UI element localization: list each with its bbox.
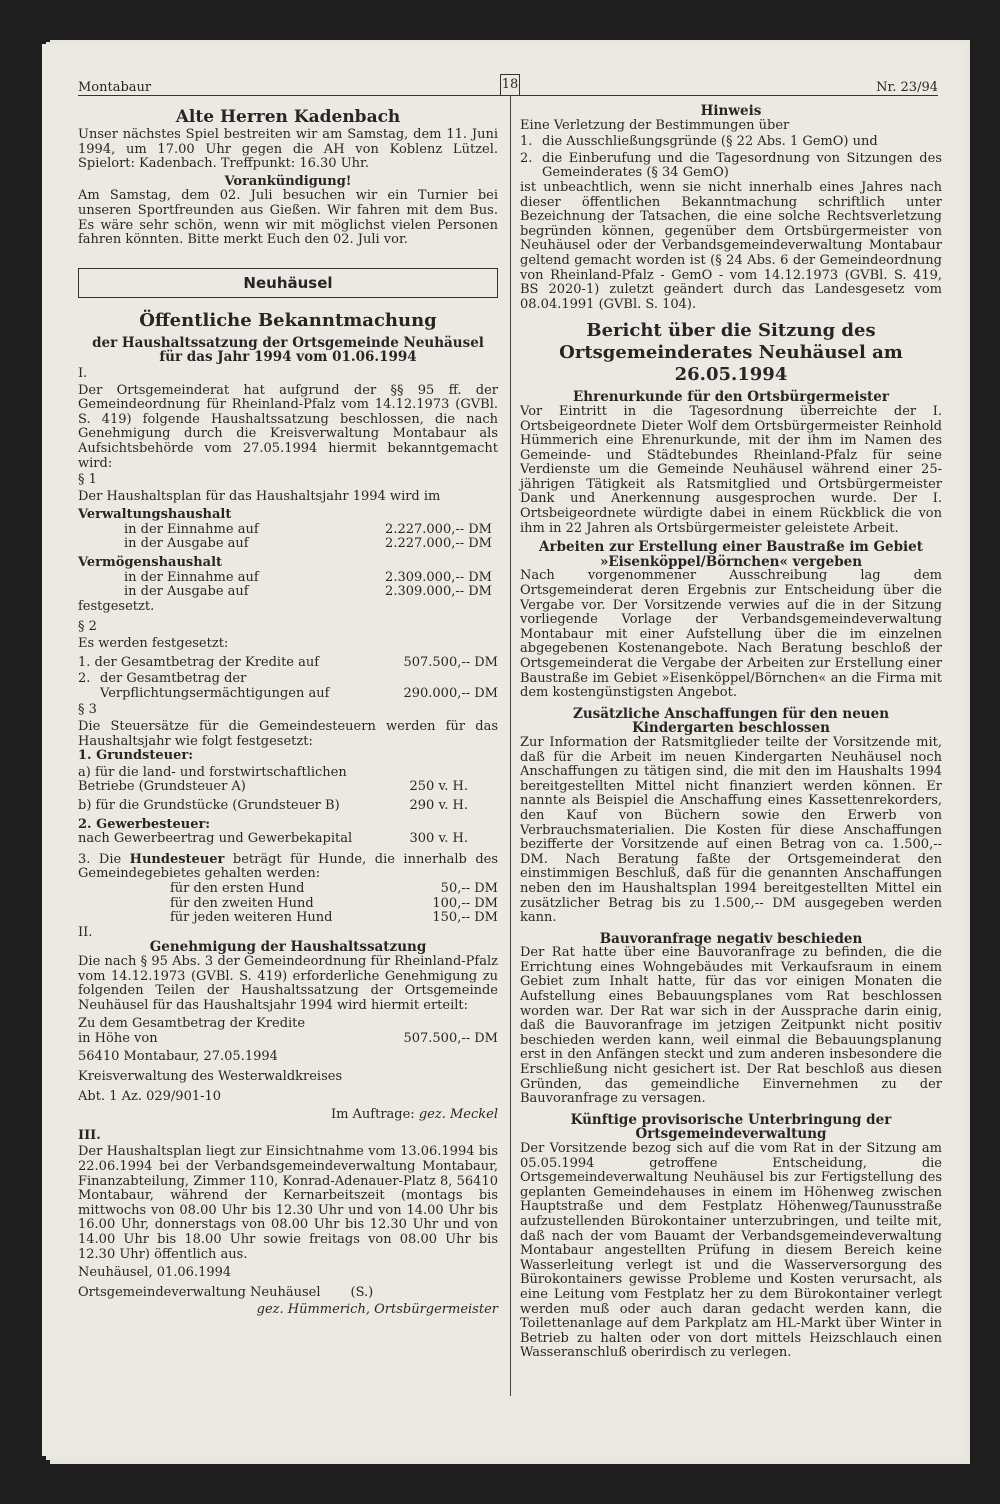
neuhaeusel-banner: Neuhäusel	[78, 268, 498, 298]
kredit-row: in Höhe von 507.500,-- DM	[78, 1030, 498, 1046]
bericht-section-4-heading: Bauvoranfrage negativ beschieden	[599, 930, 863, 947]
genehmigung-heading: Genehmigung der Haushaltssatzung	[149, 939, 427, 956]
newspaper-page	[42, 44, 964, 1456]
approval-place-date: 56410 Montabaur, 27.05.1994	[78, 1049, 278, 1065]
commitment-row: 2. der Gesamtbetrag der Verpflichtungsermächtigungen auf 290.000,-- DM	[78, 671, 498, 701]
dog-row-3: für jeden weiteren Hund 150,-- DM	[170, 910, 498, 926]
header-town: Montabaur	[78, 80, 152, 95]
left-column	[78, 106, 498, 1318]
vw-row-income: in der Einnahme auf 2.227.000,-- DM	[124, 521, 492, 537]
bericht-title-2: Ortsgemeinderates Neuhäusel am 26.05.1994	[559, 342, 903, 386]
gewerbesteuer-heading: 2. Gewerbesteuer:	[78, 816, 211, 832]
grundsteuer-heading: 1. Grundsteuer:	[78, 748, 194, 764]
kredit-label: Zu dem Gesamtbetrag der Kredite	[78, 1016, 306, 1032]
notice-subtitle-1: der Haushaltssatzung der Ortsgemeinde Neuhäusel	[92, 334, 484, 351]
dog-row-2: für den zweiten Hund 100,-- DM	[170, 895, 498, 911]
vm-row-income: in der Einnahme auf 2.309.000,-- DM	[124, 569, 492, 585]
genehmigung-text: Die nach § 95 Abs. 3 der Gemeindeordnung für Rheinland-Pfalz vom 14.12.1973 (GVBl. S. 419) erforderliche Genehmigung zu folgenden Teilen der Haushaltssatzung der Ortsgemeinde Neuhäusel für das Haushaltsjahr 1994 wird hiermit erteilt:	[78, 953, 498, 1013]
bericht-section-4-text: Der Rat hatte über eine Bauvoranfrage zu befinden, die die Errichtung eines Wohngebäudes mit Verkaufsraum in einem Gebiet zum Inhalt hatte, für das vor einigen Monaten die Aufstellung eines Bebauungsplanes vom Rat beschlossen worden war. Der Rat war sich in der Aussprache darin einig, daß die Bauvoranfrage im jetzigen Zeitpunkt nicht positiv beschieden werden kann, weil einmal die Bebauungsplanung erst in den Anfängen steckt und zum anderen insbesondere die Erschließung nicht gesichert ist. Der Rat beschloß aus diesen Gründen, das gemeindliche Einvernehmen zu der Bauvoranfrage zu versagen.	[520, 945, 942, 1107]
hinweis-item-1: 1. die Ausschließungsgründe (§ 22 Abs. 1 GemO) und	[520, 134, 878, 150]
page-header	[78, 74, 938, 96]
roman-numeral-1: I.	[78, 365, 88, 381]
hinweis-heading: Hinweis	[700, 103, 762, 119]
section-2-text: Es werden festgesetzt:	[78, 636, 229, 652]
page-number: 18	[500, 74, 520, 96]
right-column	[520, 104, 942, 1361]
vermoegenshaushalt-heading: Vermögenshaushalt	[78, 555, 223, 571]
hinweis-item-2: 2. die Einberufung und die Tagesordnung von Sitzungen des Gemeinderates (§ 34 GemO)	[520, 150, 942, 181]
section-2-heading: § 2	[78, 619, 97, 635]
roman-numeral-2: II.	[78, 924, 93, 940]
club-paragraph-2: Am Samstag, dem 02. Juli besuchen wir ein Turnier bei unseren Sportfreunden aus Gießen. Wir fahren mit dem Bus. Es wäre sehr schön, wenn wir mit möglichst vielen Personen fahren könnten. Bitte merkt Euch den 02. Juli vor.	[78, 188, 498, 248]
notice-subtitle-2: für das Jahr 1994 vom 01.06.1994	[159, 349, 417, 366]
vw-row-expense: in der Ausgabe auf 2.227.000,-- DM	[124, 536, 492, 552]
header-rule	[78, 95, 938, 96]
hinweis-body: ist unbeachtlich, wenn sie nicht innerhalb eines Jahres nach dieser öffentlichen Bekanntmachung schriftlich unter Bezeichnung der Tatsachen, die eine solche Rechtsverletzung begründen können, gegenüber dem Ortsbürgermeister von Neuhäusel oder der Verbandsgemeindeverwaltung Montabaur geltend gemacht worden ist (§ 24 Abs. 6 der Gemeindeordnung von Rheinland-Pfalz - GemO - vom 14.12.1973 (GVBl. S. 419, BS 2020-1) zuletzt geändert durch das Landesgesetz vom 08.04.1991 (GVBl. S. 104).	[520, 179, 942, 312]
bericht-section-5-text: Der Vorsitzende bezog sich auf die vom Rat in der Sitzung am 05.05.1994 getroffene Entscheidung, die Ortsgemeindeverwaltung Neuhäusel bis zur Fertigstellung des geplanten Gemeindehauses in einem im Höhenweg zwischen Hauptstraße und dem Festplatz Höhenweg/Taunusstraße aufzustellenden Bürokontainer unterzubringen, und teilte mit, daß nach der vom Bauamt der Verbandsgemeindeverwaltung Montabaur angestellten Prüfung in diesem Bereich keine Wasserleitung verlegt ist und die Wasserversorgung des Bürokontainers gewisse Probleme und Kosten verursacht, als eine Leitung vom Festplatz her zu dem Bürokontainer verlegt werden muß oder auch daran gedacht werden kann, die Toilettenanlage auf dem Parkplatz am HL-Markt über Winter in Betrieb zu halten oder von dort mittels Heizschlauch einen Wasseranschluß oberirdisch zu verlegen.	[520, 1141, 942, 1361]
gewerbesteuer-row: nach Gewerbeertrag und Gewerbekapital 300 v. H.	[78, 831, 468, 847]
roman-numeral-3: III.	[78, 1127, 101, 1143]
section-1-text: Der Haushaltsplan für das Haushaltsjahr 1994 wird im	[78, 488, 441, 504]
bericht-section-1-heading: Ehrenurkunde für den Ortsbürgermeister	[573, 389, 889, 406]
column-divider	[510, 96, 511, 1396]
grundsteuer-b-row: b) für die Grundstücke (Grundsteuer B) 290 v. H.	[78, 797, 468, 813]
verwaltungshaushalt-heading: Verwaltungshaushalt	[78, 507, 232, 523]
hundesteuer-text: 3. Die Hundesteuer beträgt für Hunde, die innerhalb des Gemeindegebietes gehalten werden:	[78, 851, 498, 882]
section-3-text: Die Steuersätze für die Gemeindesteuern werden für das Haushaltsjahr wie folgt festgesetzt:	[78, 719, 498, 749]
approval-reference: Abt. 1 Az. 029/901-10	[78, 1088, 222, 1104]
approval-authority: Kreisverwaltung des Westerwaldkreises	[78, 1069, 343, 1085]
festgesetzt-text: festgesetzt.	[78, 598, 155, 614]
notice-title: Öffentliche Bekanntmachung	[139, 309, 437, 331]
closing-signature: gez. Hümmerich, Ortsbürgermeister	[256, 1302, 498, 1318]
grundsteuer-a-row: a) für die land- und forstwirtschaftlichen Betriebe (Grundsteuer A) 250 v. H.	[78, 764, 468, 795]
closing-date: Neuhäusel, 01.06.1994	[78, 1265, 232, 1281]
bericht-section-1-text: Vor Eintritt in die Tagesordnung überreichte der I. Ortsbeigeordnete Dieter Wolf dem Ortsbürgermeister Reinhold Hümmerich eine Ehrenurkunde, mit der ihm im Namen des Gemeinde- und Städtebundes Rheinland-Pfalz für seine Verdienste um die Gemeinde Neuhäusel während einer 25-jährigen Tätigkeit als Ratsmitglied und Ortsbürgermeister Dank und Anerkennung ausgesprochen wurde. Der I. Ortsbeigeordnete würdigte dabei in einem Rückblick die von ihm in 22 Jahren als Ortsbürgermeister geleistete Arbeit.	[520, 403, 942, 536]
bericht-title-1: Bericht über die Sitzung des	[586, 320, 876, 342]
bericht-section-3-heading: Zusätzliche Anschaffungen für den neuen Kindergarten beschlossen	[572, 705, 890, 737]
approval-signature: Im Auftrage: gez. Meckel	[330, 1107, 498, 1123]
bericht-section-2-text: Nach vorgenommener Ausschreibung lag dem Ortsgemeinderat deren Ergebnis zur Entscheidung über die Vergabe vor. Der Vorsitzende verwies auf die in der Sitzung vorliegende Vorlage der Verbandsgemeindeverwaltung Montabaur mit einer Aufstellung über die im einzelnen abgegebenen Kostenangebote. Nach Beratung beschloß der Ortsgemeinderat die Vergabe der Arbeiten zur Erstellung einer Baustraße im Gebiet »Eisenköppel/Börnchen« an die Firma mit dem kostengünstigsten Angebot.	[520, 568, 942, 701]
notice-intro: Der Ortsgemeinderat hat aufgrund der §§ 95 ff. der Gemeindeordnung für Rheinland-Pfalz vom 14.12.1973 (GVBl. S. 419) folgende Haushaltssatzung beschlossen, die nach Genehmigung durch die Kreisverwaltung Montabaur als Aufsichtsbehörde vom 27.05.1994 hiermit bekanntgemacht wird:	[78, 382, 498, 471]
club-paragraph-1: Unser nächstes Spiel bestreiten wir am Samstag, dem 11. Juni 1994, um 17.00 Uhr gegen die AH von Koblenz Lützel. Spielort: Kadenbach. Treffpunkt: 16.30 Uhr.	[78, 127, 498, 172]
bericht-section-3-text: Zur Information der Ratsmitglieder teilte der Vorsitzende mit, daß für die Arbeit im neuen Kindergarten Neuhäusel noch Anschaffungen zu tätigen sind, die mit den im Haushalts 1994 bereitgestellten Mittel nicht finanziert werden können. Er nannte als Beispiel die Anschaffung eines Kassettenrekorders, den Kauf von Büchern sowie den Erwerb von Verbrauchsmaterialien. Die Kosten für diese Anschaffungen bezifferte der Vorsitzende auf einen Betrag von ca. 1.500,-- DM. Nach Beratung faßte der Ortsgemeinderat den einstimmigen Beschluß, daß für die genannten Anschaffungen neben den im Haushaltsplan 1994 bereitgestellten Mittel ein zusätzlicher Betrag bis zu 1.500,-- DM ausgegeben werden kann.	[520, 734, 942, 926]
credit-total-row: 1. der Gesamtbetrag der Kredite auf 507.500,-- DM	[78, 654, 498, 670]
dog-row-1: für den ersten Hund 50,-- DM	[170, 880, 498, 896]
issue-number: Nr. 23/94	[876, 80, 938, 95]
club-subheading: Vorankündigung!	[224, 173, 352, 189]
bericht-section-2-heading: Arbeiten zur Erstellung einer Baustraße im Gebiet »Eisenköppel/Börnchen« vergeben	[538, 539, 923, 570]
hinweis-text: Eine Verletzung der Bestimmungen über	[520, 117, 790, 133]
closing-org: Ortsgemeindeverwaltung Neuhäusel (S.)	[78, 1284, 374, 1300]
bericht-section-5-heading: Künftige provisorische Unterbringung der Ortsgemeindeverwaltung	[570, 1111, 892, 1143]
section-1-heading: § 1	[78, 472, 97, 488]
vm-row-expense: in der Ausgabe auf 2.309.000,-- DM	[124, 584, 492, 600]
display-period-text: Der Haushaltsplan liegt zur Einsichtnahme vom 13.06.1994 bis 22.06.1994 bei der Verbandsgemeindeverwaltung Montabaur, Finanzabteilung, Zimmer 110, Konrad-Adenauer-Platz 8, 56410 Montabaur, während der Kernarbeitszeit (montags bis mittwochs von 08.00 Uhr bis 12.30 Uhr und von 14.00 Uhr bis 16.00 Uhr, donnerstags von 08.00 Uhr bis 12.30 Uhr und von 14.00 Uhr bis 18.00 Uhr sowie freitags von 08.00 Uhr bis 12.30 Uhr) öffentlich aus.	[78, 1144, 498, 1262]
section-3-heading: § 3	[78, 702, 97, 718]
club-title: Alte Herren Kadenbach	[175, 107, 401, 127]
